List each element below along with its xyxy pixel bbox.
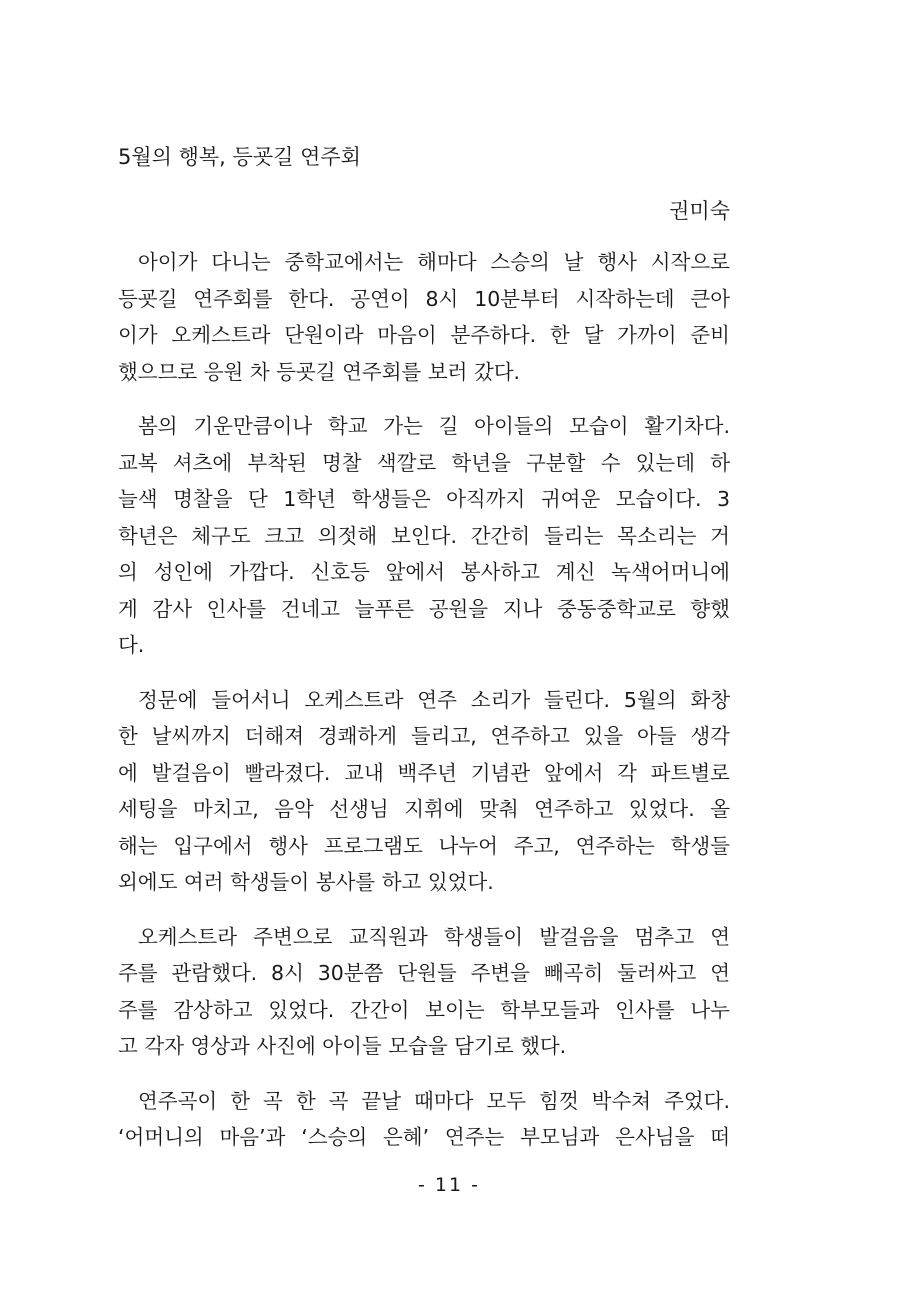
paragraph-line: 고 각자 영상과 사진에 아이들 모습을 담기로 했다.	[118, 1034, 567, 1058]
paragraph-line: 아이가 다니는 중학교에서는 해마다 스승의 날 행사 시작으로	[138, 250, 730, 274]
paragraph-line: 에 발걸음이 빨라졌다. 교내 백주년 기념관 앞에서 각 파트별로	[118, 760, 730, 785]
essay-body	[118, 244, 730, 1174]
paragraph-line: 오케스트라 주변으로 교직원과 학생들이 발걸음을 멈추고 연	[138, 924, 730, 949]
paragraph-4	[118, 919, 730, 1065]
paragraph-line: 했으므로 응원 차 등굣길 연주회를 보러 갔다.	[118, 359, 521, 384]
paragraph-line: 교복 셔츠에 부착된 명찰 색깔로 학년을 구분할 수 있는데 하	[118, 450, 730, 475]
essay-title: 5월의 행복, 등굣길 연주회	[118, 145, 361, 169]
page-number: - 11 -	[418, 1174, 480, 1196]
paragraph-line: 게 감사 인사를 건네고 늘푸른 공원을 지나 중동중학교로 향했	[118, 596, 730, 621]
paragraph-5	[118, 1083, 730, 1156]
paragraph-line: 다.	[118, 633, 145, 657]
paragraph-line: 세팅을 마치고, 음악 선생님 지휘에 맞춰 연주하고 있었다. 올	[118, 797, 730, 821]
paragraph-2	[118, 408, 730, 664]
paragraph-1	[118, 244, 730, 390]
paragraph-line: 연주곡이 한 곡 한 곡 끝날 때마다 모두 힘껏 박수쳐 주었다.	[138, 1088, 730, 1113]
author-name: 권미숙	[669, 199, 730, 223]
paragraph-line: 의 성인에 가깝다. 신호등 앞에서 봉사하고 계신 녹색어머니에	[118, 560, 730, 584]
paragraph-line: 봄의 기운만큼이나 학교 가는 길 아이들의 모습이 활기차다.	[138, 414, 730, 438]
paragraph-line: 주를 관람했다. 8시 30분쯤 단원들 주변을 빼곡히 둘러싸고 연	[118, 961, 730, 985]
paragraph-line: 해는 입구에서 행사 프로그램도 나누어 주고, 연주하는 학생들	[118, 833, 730, 858]
paragraph-line: ‘어머니의 마음’과 ‘스승의 은혜’ 연주는 부모님과 은사님을 떠	[118, 1125, 730, 1149]
paragraph-line: 한 날씨까지 더해져 경쾌하게 들리고, 연주하고 있을 아들 생각	[118, 724, 730, 748]
paragraph-line: 이가 오케스트라 단원이라 마음이 분주하다. 한 달 가까이 준비	[118, 323, 730, 347]
paragraph-line: 늘색 명찰을 단 1학년 학생들은 아직까지 귀여운 모습이다. 3	[118, 487, 730, 511]
paragraph-line: 등굣길 연주회를 한다. 공연이 8시 10분부터 시작하는데 큰아	[118, 286, 730, 311]
paragraph-line: 학년은 체구도 크고 의젓해 보인다. 간간히 들리는 목소리는 거	[118, 523, 730, 548]
paragraph-line: 외에도 여러 학생들이 봉사를 하고 있었다.	[118, 870, 494, 894]
paragraph-line: 정문에 들어서니 오케스트라 연주 소리가 들린다. 5월의 화창	[138, 687, 730, 712]
paragraph-line: 주를 감상하고 있었다. 간간이 보이는 학부모들과 인사를 나누	[118, 997, 730, 1022]
paragraph-3	[118, 682, 730, 901]
